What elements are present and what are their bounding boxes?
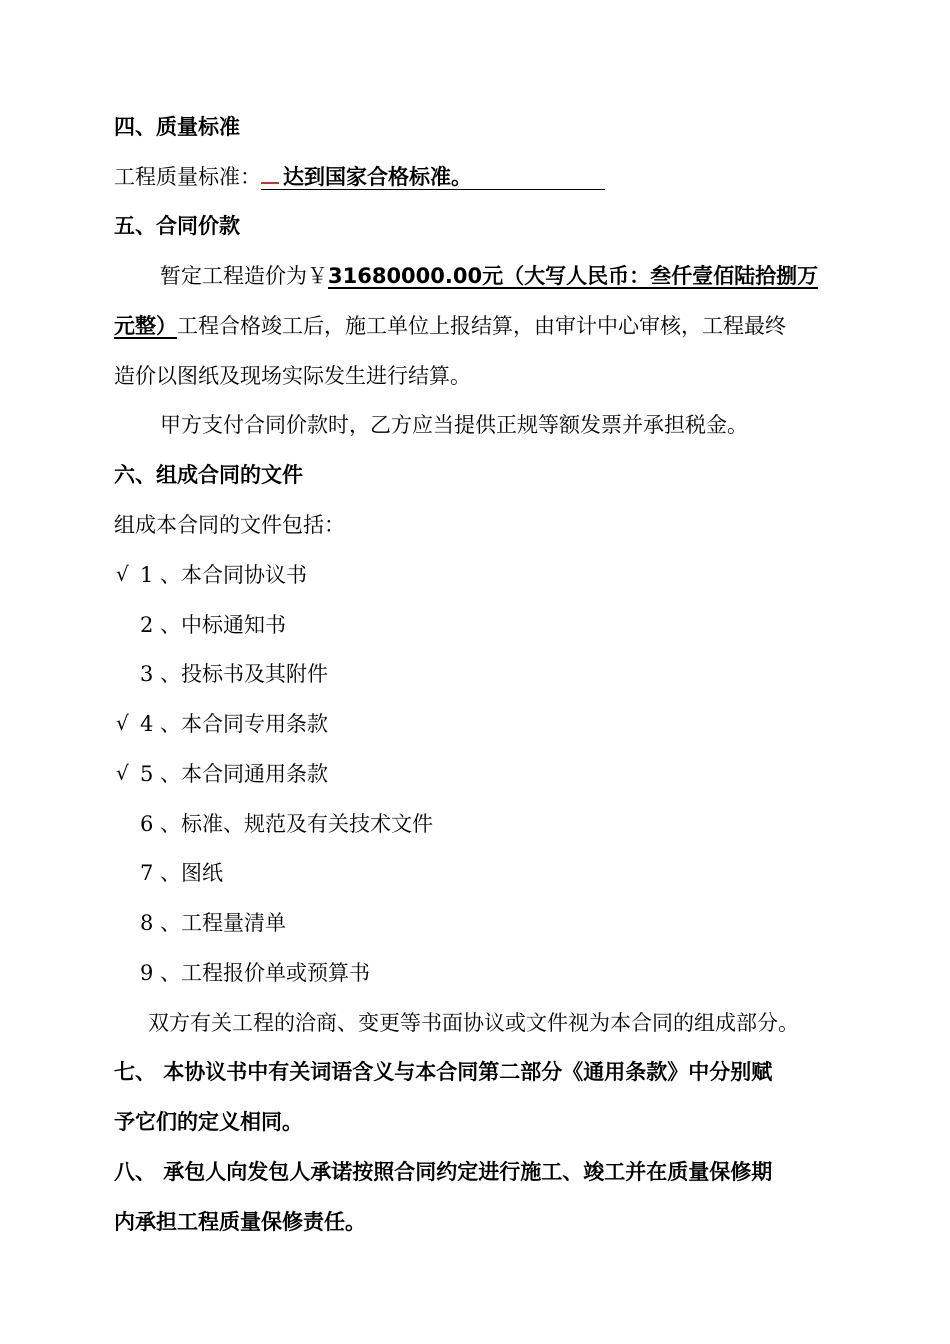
quality-standard-label: 工程质量标准： — [114, 165, 261, 189]
document-item: 7 、图纸 — [140, 861, 224, 885]
documents-closing: 双方有关工程的洽商、变更等书面协议或文件视为本合同的组成部分。 — [148, 1011, 799, 1035]
price-paragraph-line-2 — [114, 313, 786, 339]
section-7-line-2: 予它们的定义相同。 — [114, 1110, 303, 1134]
document-item: 1 、本合同协议书 — [140, 563, 308, 587]
check-mark-icon: √ — [116, 711, 129, 735]
quality-standard-blank — [261, 165, 605, 190]
section-4-heading: 四、质量标准 — [114, 115, 240, 139]
price-amount: 31680000.00元（大写人民币：叁仟壹佰陆拾捌万 — [328, 264, 819, 288]
price-amount-end: 元整） — [114, 314, 177, 338]
check-mark-icon: √ — [116, 562, 129, 586]
section-8-line-1: 八、 承包人向发包人承诺按照合同约定进行施工、竣工并在质量保修期 — [114, 1160, 773, 1184]
document-item: 9 、工程报价单或预算书 — [140, 961, 371, 985]
section-6-heading: 六、组成合同的文件 — [114, 463, 303, 487]
section-7-line-1: 七、 本协议书中有关词语含义与本合同第二部分《通用条款》中分别赋 — [114, 1060, 773, 1084]
check-mark-icon: √ — [116, 761, 129, 785]
red-underline-mark — [261, 182, 279, 184]
documents-intro: 组成本合同的文件包括： — [114, 513, 345, 537]
price-paragraph-line-1 — [160, 263, 818, 289]
document-item: 3 、投标书及其附件 — [140, 662, 329, 686]
document-item: 6 、标准、规范及有关技术文件 — [140, 812, 434, 836]
document-item: 5 、本合同通用条款 — [140, 762, 329, 786]
section-8-line-2: 内承担工程质量保修责任。 — [114, 1210, 366, 1234]
document-item: 4 、本合同专用条款 — [140, 712, 329, 736]
price-prefix: 暂定工程造价为￥ — [160, 264, 328, 288]
price-paragraph-line-3: 造价以图纸及现场实际发生进行结算。 — [114, 364, 471, 388]
section-5-heading: 五、合同价款 — [114, 214, 240, 238]
payment-paragraph: 甲方支付合同价款时，乙方应当提供正规等额发票并承担税金。 — [160, 413, 748, 437]
quality-standard-value: 达到国家合格标准。 — [283, 165, 472, 189]
quality-standard-line — [114, 164, 605, 190]
price-paragraph-text: 工程合格竣工后，施工单位上报结算，由审计中心审核，工程最终 — [177, 314, 786, 338]
document-item: 8 、工程量清单 — [140, 911, 287, 935]
document-item: 2 、中标通知书 — [140, 613, 287, 637]
